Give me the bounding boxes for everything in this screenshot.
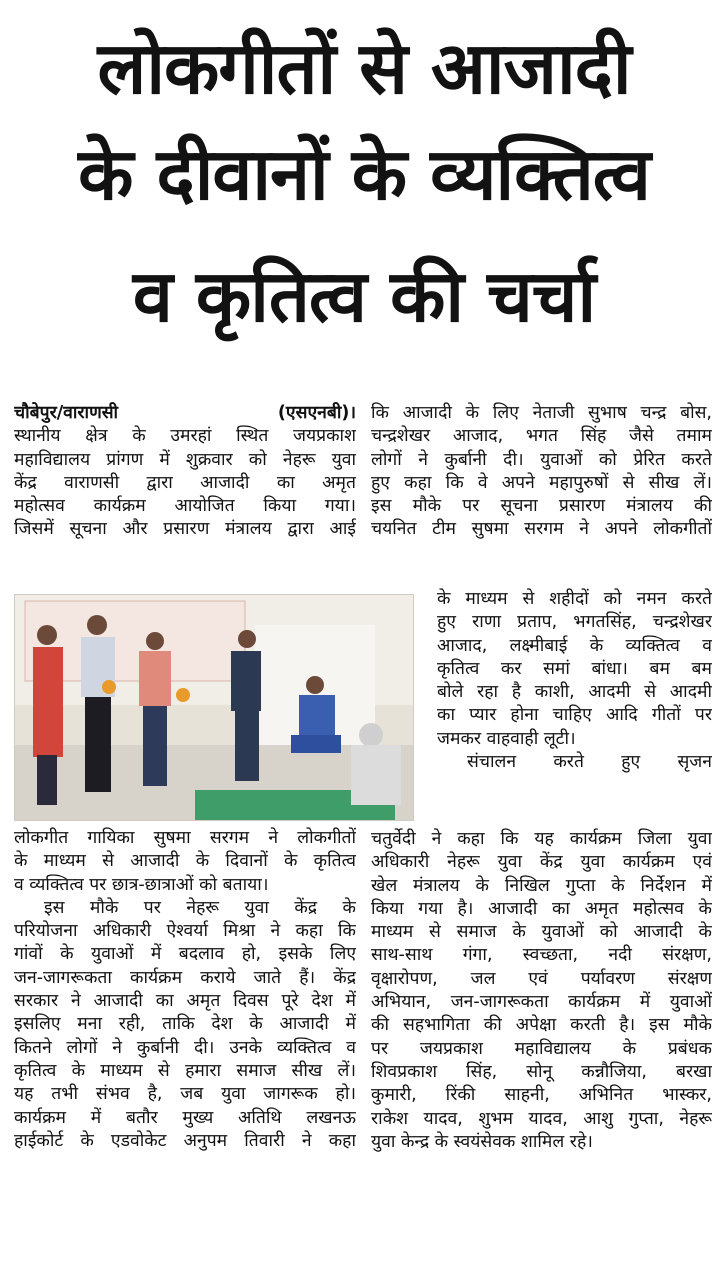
headline-line-1: लोकगीतों से आजादी <box>97 26 631 110</box>
text-line: कार्यक्रम में बतौर मुख्य अतिथि लखनऊ <box>14 1107 356 1128</box>
text-line: महोत्सव कार्यक्रम आयोजित किया गया। <box>14 496 356 517</box>
text-line: के माध्यम से आजादी के दिवानों के कृतित्व <box>14 851 356 872</box>
text-line: का प्यार होना चाहिए आदि गीतों पर <box>437 705 712 726</box>
text-line: की सहभागिता की अपेक्षा करती है। इस मौके <box>371 1015 712 1036</box>
text-line: आजाद, लक्ष्मीबाई के व्यक्तित्व व <box>437 635 712 656</box>
right-column-top <box>371 402 712 542</box>
text-line: केंद्र वाराणसी द्वारा आजादी का अमृत <box>14 472 356 493</box>
text-line: सरकार ने आजादी का अमृत दिवस पूरे देश में <box>14 991 356 1012</box>
text-line: जन-जागरूकता कार्यक्रम कराये जाते हैं। केंद्र <box>14 967 356 988</box>
headline-line-3: व कृतित्व की चर्चा <box>132 254 596 338</box>
dateline: चौबेपुर/वाराणसी (एसएनबी)। <box>14 403 356 423</box>
text-line: चतुर्वेदी ने कहा कि यह कार्यक्रम जिला युवा <box>371 829 712 849</box>
text-line: चयनित टीम सुषमा सरगम ने अपने लोकगीतों <box>371 519 712 540</box>
text-line: कितने लोगों ने कुर्बानी दी। उनके व्यक्तित्व व <box>14 1037 356 1058</box>
text-line: के माध्यम से शहीदों को नमन करते <box>437 589 712 609</box>
event-photo <box>14 594 414 821</box>
text-line: चन्द्रशेखर आजाद, भगत सिंह जैसे तमाम <box>371 426 712 447</box>
text-line: अभियान, जन-जागरूकता कार्यक्रम में युवाओं <box>371 992 712 1013</box>
text-line: वृक्षारोपण, जल एवं पर्यावरण संरक्षण <box>371 968 712 989</box>
text-line: जमकर वाहवाही लूटी। <box>437 728 576 749</box>
text-line: इस मौके पर नेहरू युवा केंद्र के <box>44 897 356 918</box>
text-line: किया गया है। आजादी का अमृत महोत्सव के <box>371 898 712 919</box>
text-line: खेल मंत्रालय के निखिल गुप्ता के निर्देशन में <box>371 875 712 896</box>
left-column-bottom <box>14 827 356 1153</box>
text-line: जिसमें सूचना और प्रसारण मंत्रालय द्वारा आई <box>14 519 356 540</box>
text-line: अधिकारी नेहरू युवा केंद्र युवा कार्यक्रम एवं <box>371 852 712 873</box>
text-line: महाविद्यालय प्रांगण में शुक्रवार को नेहरू युवा <box>14 449 356 470</box>
text-line: संचालन करते हुए सृजन <box>467 752 712 773</box>
text-line: कुमारी, रिंकी साहनी, अभिनित भास्कर, <box>371 1085 712 1106</box>
text-line: कि आजादी के लिए नेताजी सुभाष चन्द्र बोस, <box>371 403 712 423</box>
text-line: हुए कहा कि वे अपने महापुरुषों से सीख लें। <box>371 472 712 493</box>
right-column-bottom <box>371 828 712 1154</box>
text-line: व व्यक्तित्व पर छात्र-छात्राओं को बताया। <box>14 874 269 895</box>
text-line: परियोजना अधिकारी ऐश्वर्या मिश्रा ने कहा कि <box>14 921 356 942</box>
text-line: हुए राणा प्रताप, भगतसिंह, चन्द्रशेखर <box>437 612 712 633</box>
text-line: पर जयप्रकाश महाविद्यालय के प्रबंधक <box>371 1038 712 1059</box>
headline-line-2: के दीवानों के व्यक्तित्व <box>78 132 650 216</box>
text-line: गांवों के युवाओं में बदलाव हो, इसके लिए <box>14 944 356 965</box>
text-line: इस मौके पर सूचना प्रसारण मंत्रालय की <box>371 496 712 517</box>
text-line: साथ-साथ गंगा, स्वच्छता, नदी संरक्षण, <box>371 945 712 966</box>
left-column-top <box>14 402 356 542</box>
right-column-narrow <box>437 588 712 774</box>
text-line: स्थानीय क्षेत्र के उमरहां स्थित जयप्रकाश <box>14 426 356 447</box>
text-line: कृतित्व कर समां बांधा। बम बम <box>437 658 712 679</box>
text-line: हाईकोर्ट के एडवोकेट अनुपम तिवारी ने कहा <box>14 1130 356 1151</box>
text-line: लोकगीत गायिका सुषमा सरगम ने लोकगीतों <box>14 828 356 848</box>
text-line: बोले रहा है काशी, आदमी से आदमी <box>437 682 712 703</box>
text-line: यह तभी संभव है, जब युवा जागरूक हो। <box>14 1084 356 1105</box>
text-line: इसलिए मना रही, ताकि देश के आजादी में <box>14 1014 356 1035</box>
text-line: राकेश यादव, शुभम यादव, आशु गुप्ता, नेहरू <box>371 1108 712 1129</box>
text-line: शिवप्रकाश सिंह, सोनू कन्नौजिया, बरखा <box>371 1061 712 1082</box>
text-line: कृतित्व के माध्यम से हमारा समाज सीख लें। <box>14 1060 356 1081</box>
text-line: युवा केन्द्र के स्वयंसेवक शामिल रहे। <box>371 1131 593 1152</box>
text-line: माध्यम से समाज के युवाओं को आजादी के <box>371 922 712 943</box>
text-line: लोगों ने कुर्बानी दी। युवाओं को प्रेरित करते <box>371 449 712 470</box>
